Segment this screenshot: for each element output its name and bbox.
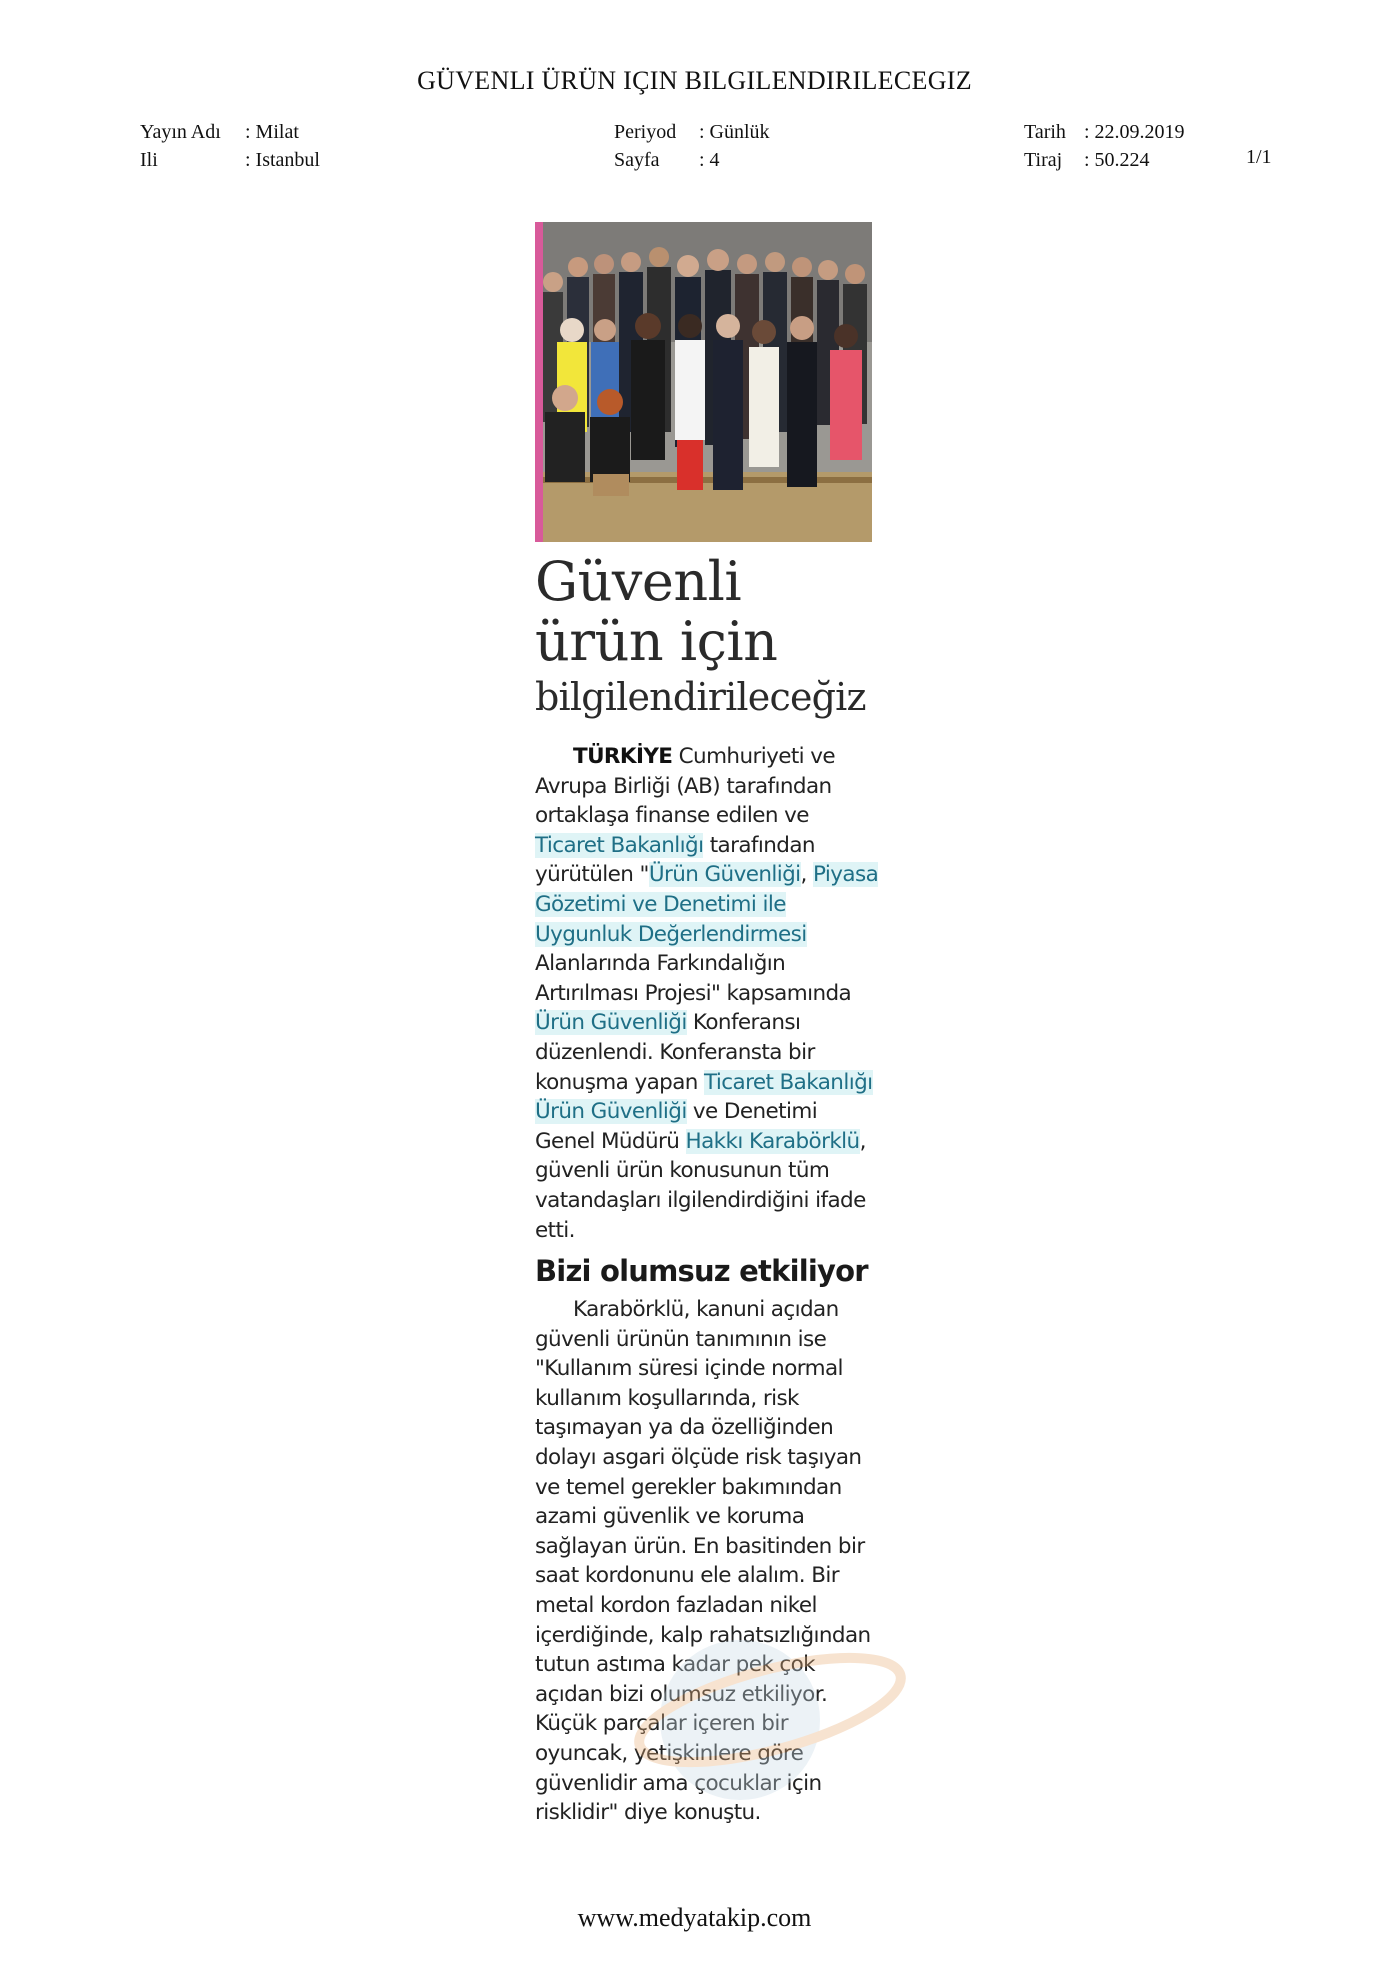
- page-value: : 4: [699, 149, 720, 171]
- text-segment: ve Denetimi Genel Müdürü: [535, 1099, 818, 1154]
- highlight-ticaret-bakanligi: Ticaret Bakanlığı: [535, 832, 704, 858]
- footer-url: www.medyatakip.com: [577, 1903, 812, 1932]
- period-label: Periyod: [614, 121, 677, 143]
- city-value: : Istanbul: [245, 149, 320, 171]
- document-title: GÜVENLI ÜRÜN IÇIN BILGILENDIRILECEGIZ: [417, 66, 972, 95]
- text-segment: Alanlarında Farkındalığın Artırılması Projesi" kapsamında: [535, 951, 852, 1006]
- paragraph-2: Karabörklü, kanuni açıdan güvenli ürünün tanımının ise "Kullanım süresi içinde normal kullanım koşullarında, risk taşımayan ya da özelliğinden dolayı asgari ölçüde risk taşıyan ve temel gerekler bakımından azami güvenlik ve koruma sağlayan ürün. En basitinden bir saat kordonunu ele alalım. Bir metal kordon fazladan nikel içerdiğinde, kalp rahatsızlığından tutun astıma kadar pek çok açıdan bizi olumsuz etkiliyor. Küçük parçalar içeren bir oyuncak, yetişkinlere göre güvenlidir ama çocuklar için risklidir" diye konuştu.: [535, 1297, 871, 1826]
- article-body: [535, 742, 880, 1828]
- publication-value: : Milat: [245, 121, 299, 143]
- headline-line-1: Güvenli: [535, 550, 742, 613]
- meta-left: [140, 118, 320, 174]
- publication-label: Yayın Adı: [140, 121, 221, 143]
- text-segment: ,: [800, 862, 813, 888]
- paragraph-1: [535, 742, 880, 1245]
- highlight-urun-guvenligi-2: Ürün Güvenliği: [535, 1010, 687, 1036]
- headline-line-2: ürün için: [535, 610, 778, 673]
- dateline: TÜRKİYE: [573, 744, 673, 769]
- headline: [535, 552, 895, 722]
- date-label: Tarih: [1024, 121, 1066, 143]
- subheading: Bizi olumsuz etkiliyor: [535, 1254, 868, 1289]
- period-value: : Günlük: [699, 121, 770, 143]
- text-segment: tarafından yürütülen ": [535, 832, 815, 888]
- group-photo: [535, 222, 872, 542]
- group-photo-illustration: [535, 222, 872, 542]
- highlight-piyasa-gozetimi: Piyasa Gözetimi ve Denetimi ile Uygunluk Değerlendirmesi: [535, 862, 879, 947]
- meta-center: [614, 118, 770, 174]
- date-value: : 22.09.2019: [1084, 121, 1185, 143]
- circulation-value: : 50.224: [1084, 149, 1150, 171]
- meta-right: [1024, 118, 1185, 174]
- text-segment: Konferansı düzenlendi. Konferansta bir konuşma yapan: [535, 1010, 815, 1095]
- highlight-ticaret-bakanligi-urun-guvenligi: Ticaret Bakanlığı Ürün Güvenliği: [535, 1069, 873, 1125]
- highlight-urun-guvenligi: Ürün Güvenliği: [648, 862, 801, 888]
- page-label: Sayfa: [614, 149, 660, 171]
- headline-line-3: bilgilendirileceğiz: [535, 675, 866, 719]
- text-segment: , güvenli ürün konusunun tüm vatandaşları ilgilendirdiğini ifade etti.: [535, 1128, 866, 1243]
- highlight-hakki-karaborklu: Hakkı Karabörklü: [685, 1128, 860, 1154]
- city-label: Ili: [140, 149, 158, 171]
- text-segment: Cumhuriyeti ve Avrupa Birliği (AB) tarafından ortaklaşa finanse edilen ve: [535, 744, 836, 829]
- circulation-label: Tiraj: [1024, 149, 1063, 171]
- page-count: 1/1: [1246, 146, 1272, 168]
